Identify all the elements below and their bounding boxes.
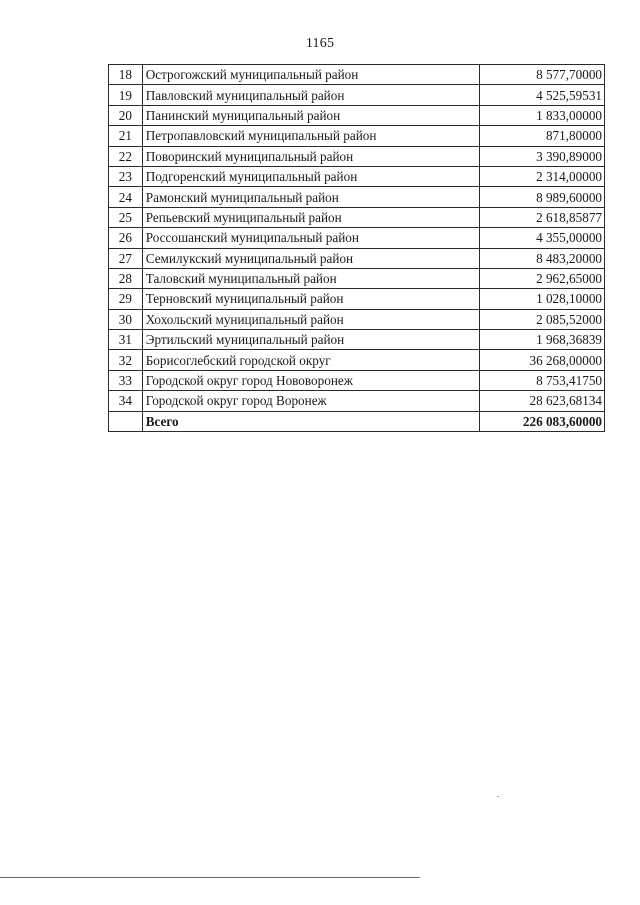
municipality-name: Хохольский муниципальный район <box>142 309 479 329</box>
row-number: 34 <box>109 391 143 411</box>
total-row <box>109 411 605 431</box>
municipality-name: Терновский муниципальный район <box>142 289 479 309</box>
amount-value: 1 968,36839 <box>480 330 605 350</box>
table-row <box>109 350 605 370</box>
total-label: Всего <box>142 411 479 431</box>
row-number: 25 <box>109 207 143 227</box>
amount-value: 3 390,89000 <box>480 146 605 166</box>
amount-value: 8 577,70000 <box>480 65 605 85</box>
row-number: 32 <box>109 350 143 370</box>
row-number: 31 <box>109 330 143 350</box>
row-number: 19 <box>109 85 143 105</box>
total-row-number <box>109 411 143 431</box>
table-row <box>109 187 605 207</box>
row-number: 21 <box>109 126 143 146</box>
municipality-name: Петропавловский муниципальный район <box>142 126 479 146</box>
municipality-name: Репьевский муниципальный район <box>142 207 479 227</box>
row-number: 26 <box>109 228 143 248</box>
amount-value: 2 618,85877 <box>480 207 605 227</box>
row-number: 24 <box>109 187 143 207</box>
table-row <box>109 228 605 248</box>
municipality-name: Городской округ город Воронеж <box>142 391 479 411</box>
row-number: 30 <box>109 309 143 329</box>
row-number: 29 <box>109 289 143 309</box>
table-row <box>109 268 605 288</box>
municipality-name: Павловский муниципальный район <box>142 85 479 105</box>
table-row <box>109 207 605 227</box>
municipality-name: Панинский муниципальный район <box>142 105 479 125</box>
table-row <box>109 309 605 329</box>
row-number: 27 <box>109 248 143 268</box>
amount-value: 1 833,00000 <box>480 105 605 125</box>
table-row <box>109 248 605 268</box>
row-number: 22 <box>109 146 143 166</box>
amount-value: 4 355,00000 <box>480 228 605 248</box>
table-row <box>109 126 605 146</box>
amount-value: 28 623,68134 <box>480 391 605 411</box>
table-row <box>109 370 605 390</box>
municipality-name: Эртильский муниципальный район <box>142 330 479 350</box>
amount-value: 871,80000 <box>480 126 605 146</box>
municipality-name: Таловский муниципальный район <box>142 268 479 288</box>
row-number: 20 <box>109 105 143 125</box>
municipality-name: Россошанский муниципальный район <box>142 228 479 248</box>
amount-value: 8 483,20000 <box>480 248 605 268</box>
table-row <box>109 105 605 125</box>
table-row <box>109 391 605 411</box>
amount-value: 2 962,65000 <box>480 268 605 288</box>
row-number: 33 <box>109 370 143 390</box>
row-number: 28 <box>109 268 143 288</box>
page-number: 1165 <box>305 36 335 51</box>
budget-table <box>108 64 605 432</box>
table-row <box>109 65 605 85</box>
row-number: 18 <box>109 65 143 85</box>
municipality-name: Подгоренский муниципальный район <box>142 166 479 186</box>
amount-value: 8 989,60000 <box>480 187 605 207</box>
municipality-name: Острогожский муниципальный район <box>142 65 479 85</box>
amount-value: 4 525,59531 <box>480 85 605 105</box>
amount-value: 8 753,41750 <box>480 370 605 390</box>
amount-value: 36 268,00000 <box>480 350 605 370</box>
table-row <box>109 289 605 309</box>
amount-value: 1 028,10000 <box>480 289 605 309</box>
total-amount: 226 083,60000 <box>480 411 605 431</box>
municipality-name: Городской округ город Нововоронеж <box>142 370 479 390</box>
table-row <box>109 146 605 166</box>
amount-value: 2 314,00000 <box>480 166 605 186</box>
amount-value: 2 085,52000 <box>480 309 605 329</box>
municipality-name: Рамонский муниципальный район <box>142 187 479 207</box>
table-body <box>109 65 605 432</box>
table-row <box>109 330 605 350</box>
bottom-rule <box>0 877 420 878</box>
municipality-name: Борисоглебский городской округ <box>142 350 479 370</box>
municipality-name: Поворинский муниципальный район <box>142 146 479 166</box>
table-row <box>109 166 605 186</box>
row-number: 23 <box>109 166 143 186</box>
municipality-name: Семилукский муниципальный район <box>142 248 479 268</box>
scan-speck <box>497 796 499 797</box>
table-row <box>109 85 605 105</box>
